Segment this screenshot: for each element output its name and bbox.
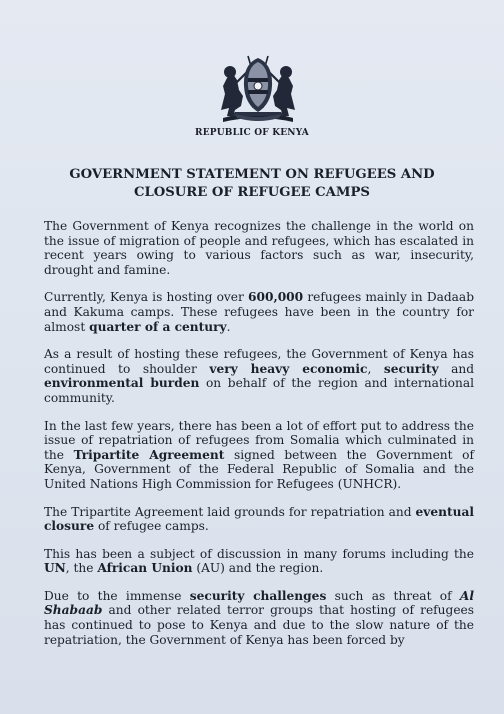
text-run: and other related terror groups that hosting of refugees has continued to pose to Kenya and due to the slow nature of the repatriation, the Government of Kenya has been forced by [44, 603, 474, 647]
bold-run: UN [44, 561, 66, 576]
bold-run: very heavy economic [209, 361, 368, 376]
text-run: The Tripartite Agreement laid grounds for repatriation and [44, 504, 416, 519]
text-run: Currently, Kenya is hosting over [44, 290, 249, 305]
text-run: This has been a subject of discussion in many forums including the [44, 546, 474, 561]
paragraph-5 [44, 505, 474, 534]
bold-run: environmental burden [44, 376, 200, 391]
bold-run: quarter of a century [89, 319, 227, 334]
document-title [40, 166, 464, 202]
title-line-2: CLOSURE OF REFUGEE CAMPS [134, 185, 370, 200]
text-run: , [367, 361, 384, 376]
text-run: In the last few years, there has been a lot of effort put to address the issue of repatriation of refugees from Somalia which culminated in the [44, 418, 474, 462]
text-run: refugees mainly in Dadaab and Kakuma camps. These refugees have been in the country for almost [44, 290, 475, 334]
document-body [44, 219, 474, 660]
bold-italic-run: Al Shabaab [44, 588, 475, 618]
paragraph-7 [44, 589, 474, 647]
text-run: on behalf of the region and international community. [44, 376, 474, 405]
text-run: (AU) and the region. [192, 561, 324, 576]
bold-run: African Union [97, 561, 193, 576]
text-run: such as threat of [326, 588, 460, 603]
bold-run: 600,000 [248, 290, 304, 305]
text-run: and [438, 361, 474, 376]
bold-run: eventual closure [44, 504, 474, 534]
bold-run: security [383, 361, 439, 376]
text-run: signed between the Government of Kenya, Government of the Federal Republic of Somalia and the United Nations High Commission for Refugees (UNHCR). [44, 447, 474, 491]
text-run: of refugee camps. [94, 519, 209, 534]
paragraph-4 [44, 419, 474, 492]
title-line-1: GOVERNMENT STATEMENT ON REFUGEES AND [69, 167, 435, 182]
paragraph-2 [44, 290, 474, 334]
paragraph-6 [44, 547, 474, 576]
paragraph-3 [44, 347, 474, 405]
bold-run: Tripartite Agreement [73, 447, 225, 462]
kenya-coat-of-arms-icon [217, 50, 299, 125]
paragraph-1: The Government of Kenya recognizes the challenge in the world on the issue of migration of people and refugees, which has escalated in recent years owing to various factors such as war, insecurity, drought and famine. [44, 219, 474, 277]
bold-run: security challenges [189, 588, 327, 603]
text-run: Due to the immense [44, 588, 190, 603]
text-run: , the [65, 561, 98, 576]
text-run: As a result of hosting these refugees, the Government of Kenya has continued to shoulder [44, 347, 474, 376]
text-run: . [226, 319, 231, 334]
republic-header: REPUBLIC OF KENYA [195, 128, 309, 138]
